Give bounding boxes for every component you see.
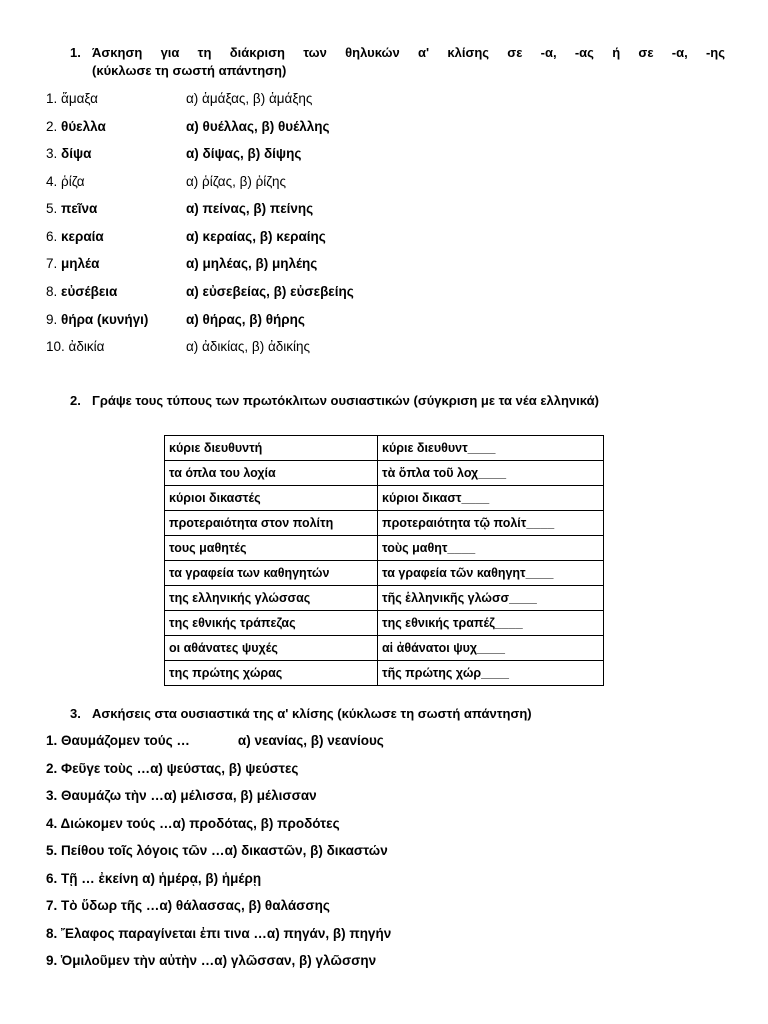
section3-item — [46, 896, 330, 916]
item-number: 2. — [46, 119, 58, 134]
section1-subtitle: (κύκλωσε τη σωστή απάντηση) — [92, 63, 287, 78]
item-options[interactable]: α) νεανίας, β) νεανίους — [237, 733, 384, 748]
section2-table — [164, 435, 604, 686]
item-noun: πεῖνα — [61, 201, 98, 216]
table-row — [165, 486, 604, 511]
item-options[interactable]: α) ῥίζας, β) ῥίζης — [186, 174, 287, 189]
item-number: 2. — [46, 761, 58, 776]
modern-form-cell: τα όπλα του λοχία — [165, 461, 378, 486]
ancient-form-cell[interactable]: κύριοι δικαστ____ — [378, 486, 604, 511]
item-options[interactable]: α) εὐσεβείας, β) εὐσεβείης — [186, 284, 354, 299]
item-sentence: Θαυμάζομεν τούς … — [61, 733, 190, 748]
ancient-form-cell[interactable]: προτεραιότητα τῷ πολίτ____ — [378, 511, 604, 536]
section3-item — [46, 869, 261, 889]
ancient-form-cell[interactable]: κύριε διευθυντ____ — [378, 436, 604, 461]
item-number: 9. — [46, 312, 58, 327]
item-options[interactable]: α) ἀδικίας, β) ἀδικίης — [186, 339, 311, 354]
item-options[interactable]: α) ἁμάξας, β) ἁμάξης — [186, 91, 313, 106]
table-row — [165, 436, 604, 461]
item-options[interactable]: α) θήρας, β) θήρης — [186, 312, 305, 327]
item-number: 3. — [46, 146, 58, 161]
item-number: 4. — [46, 174, 58, 189]
section2-title: Γράψε τους τύπους των πρωτόκλιτων ουσιαστικών (σύγκριση με τα νέα ελληνικά) — [92, 393, 599, 408]
section3-item — [46, 759, 298, 779]
ancient-form-cell[interactable]: αἱ ἀθάνατοι ψυχ____ — [378, 636, 604, 661]
item-word — [46, 117, 106, 137]
item-word — [46, 144, 91, 164]
section3-item — [46, 786, 317, 806]
item-options[interactable]: α) δίψας, β) δίψης — [186, 146, 302, 161]
modern-form-cell: κύριοι δικαστές — [165, 486, 378, 511]
item-options[interactable]: α) θάλασσας, β) θαλάσσης — [159, 898, 330, 913]
item-noun: ἅμαξα — [61, 91, 98, 106]
table-row — [165, 511, 604, 536]
item-number: 10. — [46, 339, 65, 354]
item-number: 8. — [46, 926, 58, 941]
item-number: 3. — [46, 788, 58, 803]
modern-form-cell: προτεραιότητα στον πολίτη — [165, 511, 378, 536]
ancient-form-cell[interactable]: τῆς ἑλληνικῆς γλώσσ____ — [378, 586, 604, 611]
section3-heading — [70, 705, 532, 723]
item-number: 5. — [46, 843, 58, 858]
modern-form-cell: τους μαθητές — [165, 536, 378, 561]
item-options[interactable]: α) προδότας, β) προδότες — [172, 816, 340, 831]
item-options[interactable]: α) γλῶσσαν, β) γλῶσσην — [214, 953, 377, 968]
modern-form-cell: της πρώτης χώρας — [165, 661, 378, 686]
item-number: 5. — [46, 201, 58, 216]
item-noun: ῥίζα — [61, 174, 85, 189]
item-options[interactable]: α) πείνας, β) πείνης — [186, 201, 314, 216]
item-word — [46, 254, 99, 274]
item-number: 7. — [46, 898, 58, 913]
item-word — [46, 310, 148, 330]
item-options[interactable]: α) δικαστῶν, β) δικαστών — [224, 843, 388, 858]
section1-heading — [70, 44, 725, 62]
item-options[interactable]: α) κεραίας, β) κεραίης — [186, 229, 326, 244]
table-row — [165, 461, 604, 486]
ancient-form-cell[interactable]: τα γραφεία τῶν καθηγητ____ — [378, 561, 604, 586]
table-row — [165, 536, 604, 561]
item-number: 4. — [46, 816, 58, 831]
ancient-form-cell[interactable]: τοὺς μαθητ____ — [378, 536, 604, 561]
item-noun: μηλέα — [61, 256, 100, 271]
modern-form-cell: κύριε διευθυντή — [165, 436, 378, 461]
modern-form-cell: τα γραφεία των καθηγητών — [165, 561, 378, 586]
item-number: 1. — [46, 733, 58, 748]
item-number: 7. — [46, 256, 58, 271]
table-row — [165, 586, 604, 611]
item-noun: θήρα (κυνήγι) — [61, 312, 149, 327]
section3-item — [46, 924, 391, 944]
item-word — [46, 282, 117, 302]
item-sentence: Τὸ ὕδωρ τῆς … — [61, 898, 160, 913]
item-number: 8. — [46, 284, 58, 299]
section3-item — [46, 814, 340, 834]
item-noun: θύελλα — [61, 119, 106, 134]
item-number: 6. — [46, 871, 58, 886]
item-options[interactable]: α) ἡμέρᾳ, β) ἡμέρῃ — [142, 871, 262, 886]
item-word — [46, 172, 85, 192]
section3-number: 3. — [70, 706, 81, 721]
item-sentence: Πείθου τοῖς λόγοις τῶν … — [61, 843, 225, 858]
item-options[interactable]: α) ψεύστας, β) ψεύστες — [150, 761, 299, 776]
ancient-form-cell[interactable]: της εθνικής τραπέζ____ — [378, 611, 604, 636]
section2-heading — [70, 392, 599, 410]
table-row — [165, 561, 604, 586]
modern-form-cell: της εθνικής τράπεζας — [165, 611, 378, 636]
ancient-form-cell[interactable]: τὰ ὅπλα τοῦ λοχ____ — [378, 461, 604, 486]
section2-number: 2. — [70, 393, 81, 408]
item-noun: δίψα — [61, 146, 92, 161]
item-noun: κεραία — [61, 229, 104, 244]
item-sentence: Διώκομεν τούς … — [60, 816, 173, 831]
section3-item — [46, 841, 388, 861]
item-number: 1. — [46, 91, 58, 106]
item-word — [46, 227, 104, 247]
item-sentence: Ὁμιλοῦμεν τὴν αὐτὴν … — [61, 953, 215, 968]
section1-number: 1. — [70, 45, 81, 60]
section3-item — [46, 951, 376, 971]
item-options[interactable]: α) πηγάν, β) πηγήν — [266, 926, 392, 941]
section1-title: Άσκηση για τη διάκριση των θηλυκών α' κλίσης σε -α, -ας ή σε -α, -ης — [92, 45, 725, 60]
item-word — [46, 199, 97, 219]
item-options[interactable]: α) μηλέας, β) μηλέης — [186, 256, 318, 271]
ancient-form-cell[interactable]: τῆς πρώτης χώρ____ — [378, 661, 604, 686]
section3-item — [46, 731, 384, 751]
item-noun: εὐσέβεια — [61, 284, 118, 299]
modern-form-cell: οι αθάνατες ψυχές — [165, 636, 378, 661]
item-options[interactable]: α) θυέλλας, β) θυέλλης — [186, 119, 330, 134]
item-word — [46, 89, 98, 109]
table-row — [165, 611, 604, 636]
section3-title: Ασκήσεις στα ουσιαστικά της α' κλίσης (κύκλωσε τη σωστή απάντηση) — [92, 706, 532, 721]
item-sentence: Ἔλαφος παραγίνεται ἐπι τινα … — [61, 926, 267, 941]
item-sentence: Τῇ … ἐκείνη — [61, 871, 139, 886]
item-noun: ἀδικία — [68, 339, 105, 354]
item-sentence: Φεῦγε τοὺς … — [61, 761, 151, 776]
modern-form-cell: της ελληνικής γλώσσας — [165, 586, 378, 611]
item-sentence: Θαυμάζω τὴν … — [61, 788, 164, 803]
item-word — [46, 337, 104, 357]
table-row — [165, 636, 604, 661]
item-number: 9. — [46, 953, 58, 968]
table-row — [165, 661, 604, 686]
item-number: 6. — [46, 229, 58, 244]
item-options[interactable]: α) μέλισσα, β) μέλισσαν — [163, 788, 317, 803]
